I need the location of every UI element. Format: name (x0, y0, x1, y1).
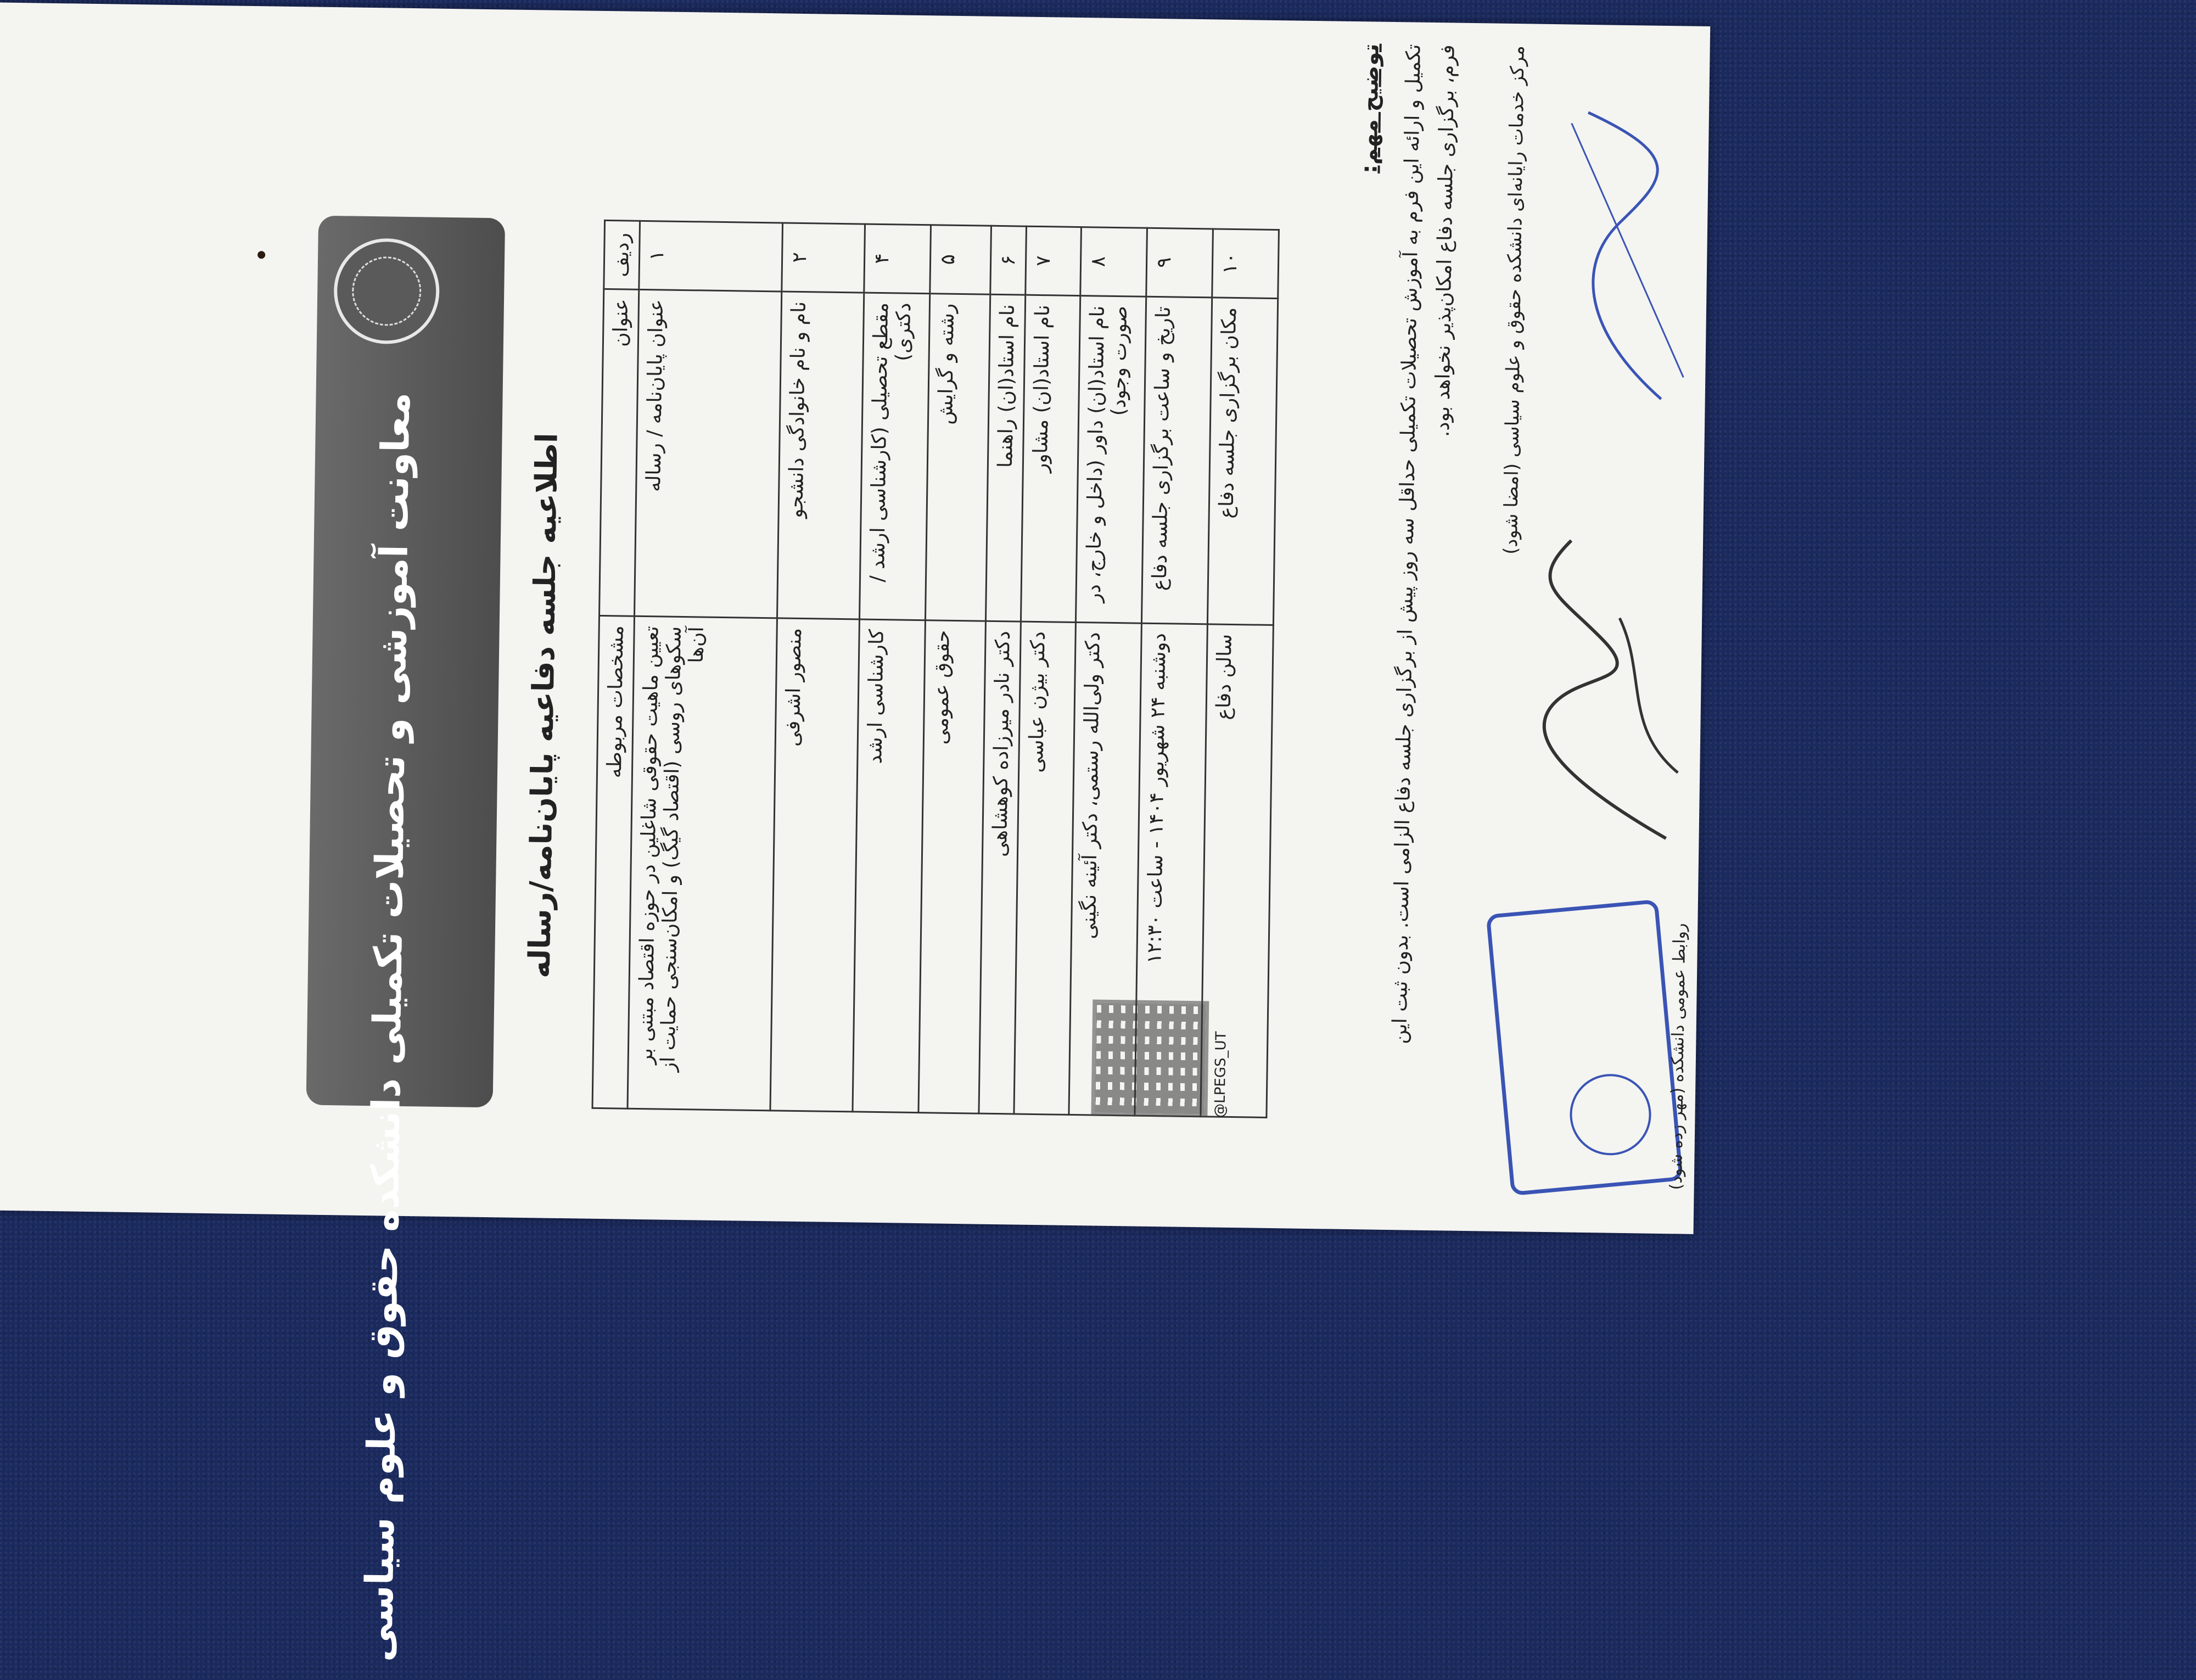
table-row (1069, 227, 1147, 1116)
row-title: نام استاد(ان) راهنما (985, 294, 1025, 621)
row-index: ۲ (782, 223, 865, 293)
table-row (1135, 228, 1213, 1117)
row-index: ۱ (639, 221, 783, 292)
row-value: دوشنبه ۲۴ شهریور ۱۴۰۴ - ساعت ۱۲:۳۰ (1135, 623, 1208, 1117)
computer-center-line: مرکز خدمات رایانه‌ای دانشکده حقوق و علوم سیاسی (امضا شود) (1499, 45, 1529, 555)
header-title-col: عنوان (600, 289, 639, 616)
social-handle: @LPEGS_UT (1212, 1031, 1230, 1118)
header-band (306, 216, 506, 1662)
row-title: نام استاد(ان) داور (داخل و خارج، در صورت وجود) (1075, 296, 1146, 624)
table-row (628, 221, 783, 1110)
header-index: ردیف (604, 220, 640, 289)
defense-info-table (591, 220, 1279, 1118)
table-row (1201, 229, 1279, 1118)
pin-mark (257, 251, 265, 259)
public-relations-stamp (1486, 899, 1683, 1196)
stamp-seal-icon (1566, 1071, 1655, 1159)
note-text: تکمیل و ارائه این فرم به آموزش تحصیلات تکمیلی حداقل سه روز پیش از برگزاری جلسه دفاع الزامی است. بدون ثبت این فرم، برگزاری جلسه دفاع امکان‌پذیر نخواهد بود. (1388, 44, 1459, 1045)
row-value: دکتر بیژن عباسی (1014, 621, 1076, 1115)
row-value: سالن دفاع (1201, 624, 1274, 1118)
document-title: اطلاعیه جلسه دفاعیه پایان‌نامه/رساله (522, 433, 564, 979)
row-index: ۵ (930, 225, 991, 295)
document-page (0, 2, 1710, 1662)
row-value: کارشناسی ارشد (853, 619, 926, 1113)
row-value: دکتر نادر میرزاده کوهشاهی (979, 621, 1021, 1114)
qr-code-icon (1091, 999, 1209, 1117)
emblem-ring (351, 256, 422, 327)
table-row (770, 223, 865, 1112)
row-value: حقوق عمومی (918, 620, 986, 1113)
signature-center-icon (1501, 518, 1692, 850)
row-title: مکان برگزاری جلسه دفاع (1207, 298, 1278, 625)
row-title: نام استاد(ان) مشاور (1021, 295, 1080, 622)
row-title: تاریخ و ساعت برگزاری جلسه دفاع (1141, 296, 1212, 624)
signature-right-icon (1551, 101, 1698, 411)
row-title: عنوان پایان‌نامه / رساله (635, 289, 782, 618)
row-index: ۴ (864, 224, 931, 294)
row-value: دکتر ولی‌الله رستمی، دکتر آئینه نگینی (1069, 622, 1142, 1116)
row-title: نام و نام خانوادگی دانشجو (777, 292, 864, 619)
university-emblem-icon (333, 238, 440, 345)
row-index: ۸ (1080, 227, 1147, 297)
row-index: ۶ (990, 226, 1027, 295)
row-title: رشته و گرایش (925, 294, 990, 621)
row-index: ۹ (1146, 228, 1213, 298)
stamp-caption: روابط عمومی دانشکده (مهر زده شود) (1666, 923, 1690, 1190)
row-title: مقطع تحصیلی (کارشناسی ارشد / دکتری) (859, 293, 929, 620)
header-title: معاونت آموزشی و تحصیلات تکمیلی دانشکده حقوق و علوم سیاسی (356, 392, 419, 1662)
note-title: توضیح مهم: (1357, 43, 1384, 174)
row-value: تعیین ماهیت حقوقی شاغلین در حوزه اقتصاد مبتنی بر سکوهای روسی (اقتصاد گیگ) و امکان‌سنجی حمایت از آن‌ها (628, 616, 777, 1111)
row-index: ۷ (1026, 226, 1082, 295)
table-row (853, 224, 931, 1113)
row-index: ۱۰ (1212, 229, 1279, 299)
row-value: منصور اشرفی (770, 618, 860, 1112)
header-value-col: مشخصات مربوطه (592, 615, 635, 1108)
